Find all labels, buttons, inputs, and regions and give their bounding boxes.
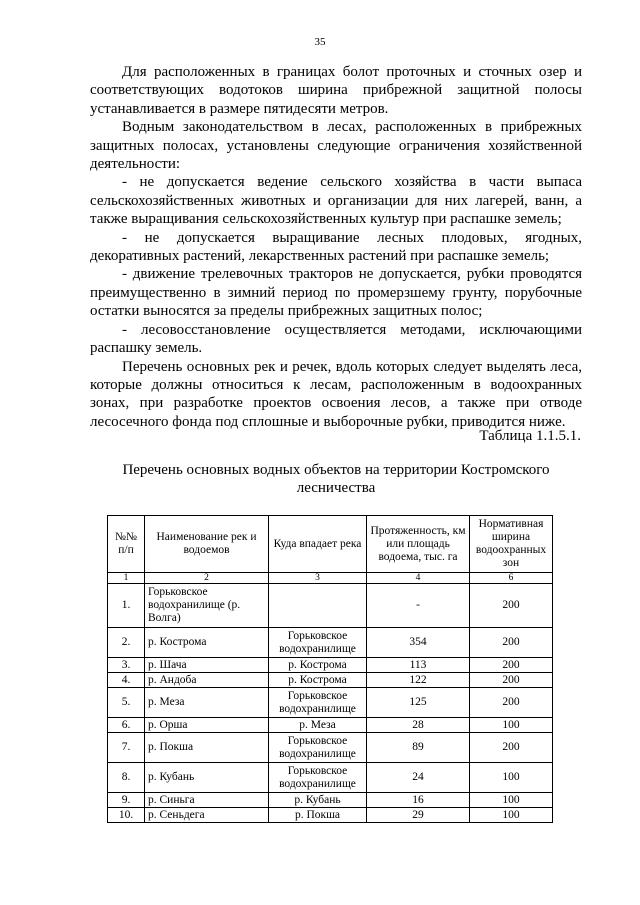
row-name: р. Меза xyxy=(145,688,269,718)
table-row xyxy=(108,733,553,763)
paragraph-7: Перечень основных рек и речек, вдоль которых следует выделять леса, которые должны относиться к лесам, расположенным в водоохранных зонах, при разработке проектов освоения лесов, а также при отводе лесосечного фонда под сплошные и выборочные рубки, приводится ниже. xyxy=(90,358,582,430)
row-into: Горьковское водохранилище xyxy=(269,628,367,658)
row-width: 100 xyxy=(470,808,553,823)
row-num: 9. xyxy=(108,793,145,808)
row-width: 100 xyxy=(470,793,553,808)
row-length: 28 xyxy=(367,718,470,733)
row-into: р. Меза xyxy=(269,718,367,733)
row-name: р. Андоба xyxy=(145,673,269,688)
column-number: 2 xyxy=(145,573,269,584)
paragraph-2: Водным законодательством в лесах, расположенных в прибрежных защитных полосах, установлены следующие ограничения хозяйственной деятельности: xyxy=(90,119,582,173)
column-number: 1 xyxy=(108,573,145,584)
row-num: 7. xyxy=(108,733,145,763)
row-name: р. Сеньдега xyxy=(145,808,269,823)
row-num: 8. xyxy=(108,763,145,793)
row-width: 100 xyxy=(470,718,553,733)
table-row xyxy=(108,808,553,823)
page-number: 35 xyxy=(314,36,326,48)
row-width: 200 xyxy=(470,688,553,718)
row-width: 200 xyxy=(470,584,553,628)
table-title: Перечень основных водных объектов на территории Костромского лесничества xyxy=(122,462,550,497)
table-row xyxy=(108,584,553,628)
row-num: 4. xyxy=(108,673,145,688)
row-length: 29 xyxy=(367,808,470,823)
row-name: р. Кострома xyxy=(145,628,269,658)
column-number: 3 xyxy=(269,573,367,584)
row-length: 354 xyxy=(367,628,470,658)
row-name: р. Шача xyxy=(145,658,269,673)
row-width: 200 xyxy=(470,673,553,688)
row-num: 2. xyxy=(108,628,145,658)
row-num: 3. xyxy=(108,658,145,673)
paragraph-6: - лесовосстановление осуществляется методами, исключающими распашку земель. xyxy=(90,321,582,357)
row-width: 200 xyxy=(470,658,553,673)
row-length: 122 xyxy=(367,673,470,688)
table-row xyxy=(108,688,553,718)
paragraph-1: Для расположенных в границах болот проточных и сточных озер и соответствующих водотоков ширина прибрежной защитной полосы устанавливается в размере пятидесяти метров. xyxy=(90,64,582,117)
rivers-table xyxy=(107,515,553,823)
header-name: Наименование рек и водоемов xyxy=(145,516,269,573)
row-length: 113 xyxy=(367,658,470,673)
paragraph-4: - не допускается выращивание лесных плодовых, ягодных, декоративных растений, лекарственных растений при распашке земель; xyxy=(90,229,582,265)
row-num: 1. xyxy=(108,584,145,628)
row-length: 24 xyxy=(367,763,470,793)
row-into: р. Покша xyxy=(269,808,367,823)
row-num: 6. xyxy=(108,718,145,733)
column-number: 4 xyxy=(367,573,470,584)
row-into: Горьковское водохранилище xyxy=(269,688,367,718)
header-length: Протяженность, км или площадь водоема, тыс. га xyxy=(367,516,470,573)
table-header-row xyxy=(108,516,553,573)
row-into: р. Кубань xyxy=(269,793,367,808)
row-into: Горьковское водохранилище xyxy=(269,733,367,763)
body-text xyxy=(90,63,582,431)
table-row xyxy=(108,673,553,688)
row-width: 100 xyxy=(470,763,553,793)
row-width: 200 xyxy=(470,733,553,763)
paragraph-3: - не допускается ведение сельского хозяйства в части выпаса сельскохозяйственных животных и организации для них лагерей, ванн, а также выращивания сельскохозяйственных культур при распашке земель; xyxy=(90,174,582,228)
row-name: Горьковское водохранилище (р. Волга) xyxy=(145,584,269,628)
row-num: 10. xyxy=(108,808,145,823)
table-row xyxy=(108,718,553,733)
table-label: Таблица 1.1.5.1. xyxy=(479,428,581,444)
row-into xyxy=(269,584,367,628)
row-into: р. Кострома xyxy=(269,658,367,673)
header-into: Куда впадает река xyxy=(269,516,367,573)
table-row xyxy=(108,793,553,808)
column-numbers-row xyxy=(108,573,553,584)
row-into: Горьковское водохранилище xyxy=(269,763,367,793)
row-num: 5. xyxy=(108,688,145,718)
table-row xyxy=(108,658,553,673)
table-row xyxy=(108,628,553,658)
paragraph-5: - движение трелевочных тракторов не допускается, рубки проводятся преимущественно в зимний период по промерзшему грунту, порубочные остатки выносятся за пределы прибрежных защитных полос; xyxy=(90,266,582,320)
row-into: р. Кострома xyxy=(269,673,367,688)
header-width: Нормативная ширина водоохранных зон xyxy=(470,516,553,573)
row-length: - xyxy=(367,584,470,628)
row-name: р. Кубань xyxy=(145,763,269,793)
row-length: 89 xyxy=(367,733,470,763)
row-width: 200 xyxy=(470,628,553,658)
row-length: 125 xyxy=(367,688,470,718)
row-length: 16 xyxy=(367,793,470,808)
table-row xyxy=(108,763,553,793)
row-name: р. Покша xyxy=(145,733,269,763)
header-num: №№ п/п xyxy=(108,516,145,573)
column-number: 6 xyxy=(470,573,553,584)
row-name: р. Синьга xyxy=(145,793,269,808)
row-name: р. Орша xyxy=(145,718,269,733)
